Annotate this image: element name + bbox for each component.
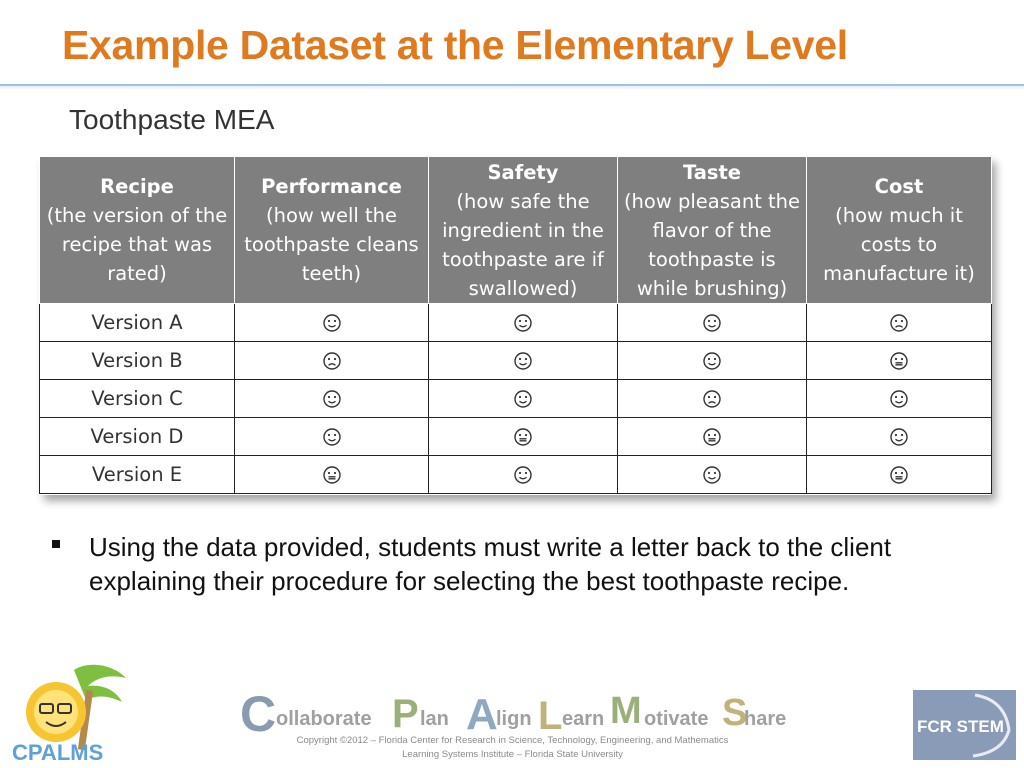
fcr-stem-logo (913, 690, 1016, 760)
logo-initial-c: C (240, 686, 277, 739)
neutral-face-icon (889, 351, 909, 371)
recipe-cell: Version E (40, 456, 235, 494)
logo-word-learn: earn (562, 708, 605, 730)
title-divider-shadow (0, 86, 1024, 90)
taste-rating-cell (618, 418, 807, 456)
logo-word-align: lign (496, 708, 532, 730)
performance-rating-cell (235, 304, 429, 342)
slide-subtitle: Toothpaste MEA (69, 104, 275, 135)
happy-face-icon (322, 389, 342, 409)
table-row (40, 418, 992, 456)
header-taste: Taste (how pleasant the flavor of the toothpaste is while brushing) (618, 157, 807, 304)
logo-initial-p: P (392, 692, 419, 736)
safety-rating-cell (429, 380, 618, 418)
neutral-face-icon (322, 465, 342, 485)
happy-face-icon (513, 389, 533, 409)
logo-initial-s: S (722, 692, 748, 734)
taste-rating-cell (618, 304, 807, 342)
copyright-line-1: Copyright ©2012 – Florida Center for Research in Science, Technology, Engineering, and Mathematics (296, 735, 729, 746)
happy-face-icon (322, 427, 342, 447)
happy-face-icon (889, 389, 909, 409)
logo-initial-m: M (610, 690, 642, 732)
performance-rating-cell (235, 456, 429, 494)
header-safety: Safety (how safe the ingredient in the toothpaste are if swallowed) (429, 157, 618, 304)
header-performance: Performance (how well the toothpaste cleans teeth) (235, 157, 429, 304)
cost-rating-cell (807, 380, 992, 418)
happy-face-icon (702, 351, 722, 371)
logo-initial-a: A (466, 690, 498, 739)
sad-face-icon (889, 313, 909, 333)
mascot-label: CPALMS (12, 740, 104, 765)
safety-rating-cell (429, 304, 618, 342)
taste-rating-cell (618, 456, 807, 494)
table-row (40, 380, 992, 418)
bullet-square-icon (52, 540, 60, 548)
copyright-notice (250, 734, 775, 762)
ratings-table-container (39, 156, 991, 495)
logo-word-collaborate: ollaborate (276, 708, 372, 730)
happy-face-icon (322, 313, 342, 333)
cost-rating-cell (807, 456, 992, 494)
slide-title: Example Dataset at the Elementary Level (62, 22, 848, 68)
neutral-face-icon (702, 427, 722, 447)
bullet-text: Using the data provided, students must write a letter back to the client explaining their procedure for selecting the best toothpaste recipe. (89, 532, 892, 596)
header-cost: Cost (how much it costs to manufacture it) (807, 157, 992, 304)
cost-rating-cell (807, 418, 992, 456)
logo-word-motivate: otivate (644, 708, 709, 730)
cost-rating-cell (807, 304, 992, 342)
taste-rating-cell (618, 342, 807, 380)
happy-face-icon (513, 465, 533, 485)
recipe-cell: Version B (40, 342, 235, 380)
logo-word-plan: lan (420, 708, 449, 730)
logo-initial-l: L (538, 694, 563, 738)
ratings-table (39, 156, 992, 494)
performance-rating-cell (235, 380, 429, 418)
recipe-cell: Version A (40, 304, 235, 342)
ratings-table-body (40, 304, 992, 494)
header-row (40, 157, 992, 304)
happy-face-icon (513, 351, 533, 371)
safety-rating-cell (429, 456, 618, 494)
safety-rating-cell (429, 418, 618, 456)
header-recipe: Recipe (the version of the recipe that was rated) (40, 157, 235, 304)
performance-rating-cell (235, 342, 429, 380)
performance-rating-cell (235, 418, 429, 456)
recipe-cell: Version C (40, 380, 235, 418)
happy-face-icon (702, 465, 722, 485)
table-row (40, 342, 992, 380)
recipe-cell: Version D (40, 418, 235, 456)
happy-face-icon (513, 313, 533, 333)
table-row (40, 456, 992, 494)
taste-rating-cell (618, 380, 807, 418)
cpalms-mascot-logo (4, 660, 132, 768)
happy-face-icon (702, 313, 722, 333)
fcr-stem-label: FCR STEM (917, 717, 1004, 736)
logo-word-share: hare (744, 708, 787, 730)
safety-rating-cell (429, 342, 618, 380)
sad-face-icon (322, 351, 342, 371)
neutral-face-icon (889, 465, 909, 485)
collaborate-plan-align-logo (240, 683, 790, 739)
table-row (40, 304, 992, 342)
happy-face-icon (889, 427, 909, 447)
neutral-face-icon (513, 427, 533, 447)
cost-rating-cell (807, 342, 992, 380)
sad-face-icon (702, 389, 722, 409)
copyright-line-2: Learning Systems Institute – Florida State University (402, 749, 623, 760)
